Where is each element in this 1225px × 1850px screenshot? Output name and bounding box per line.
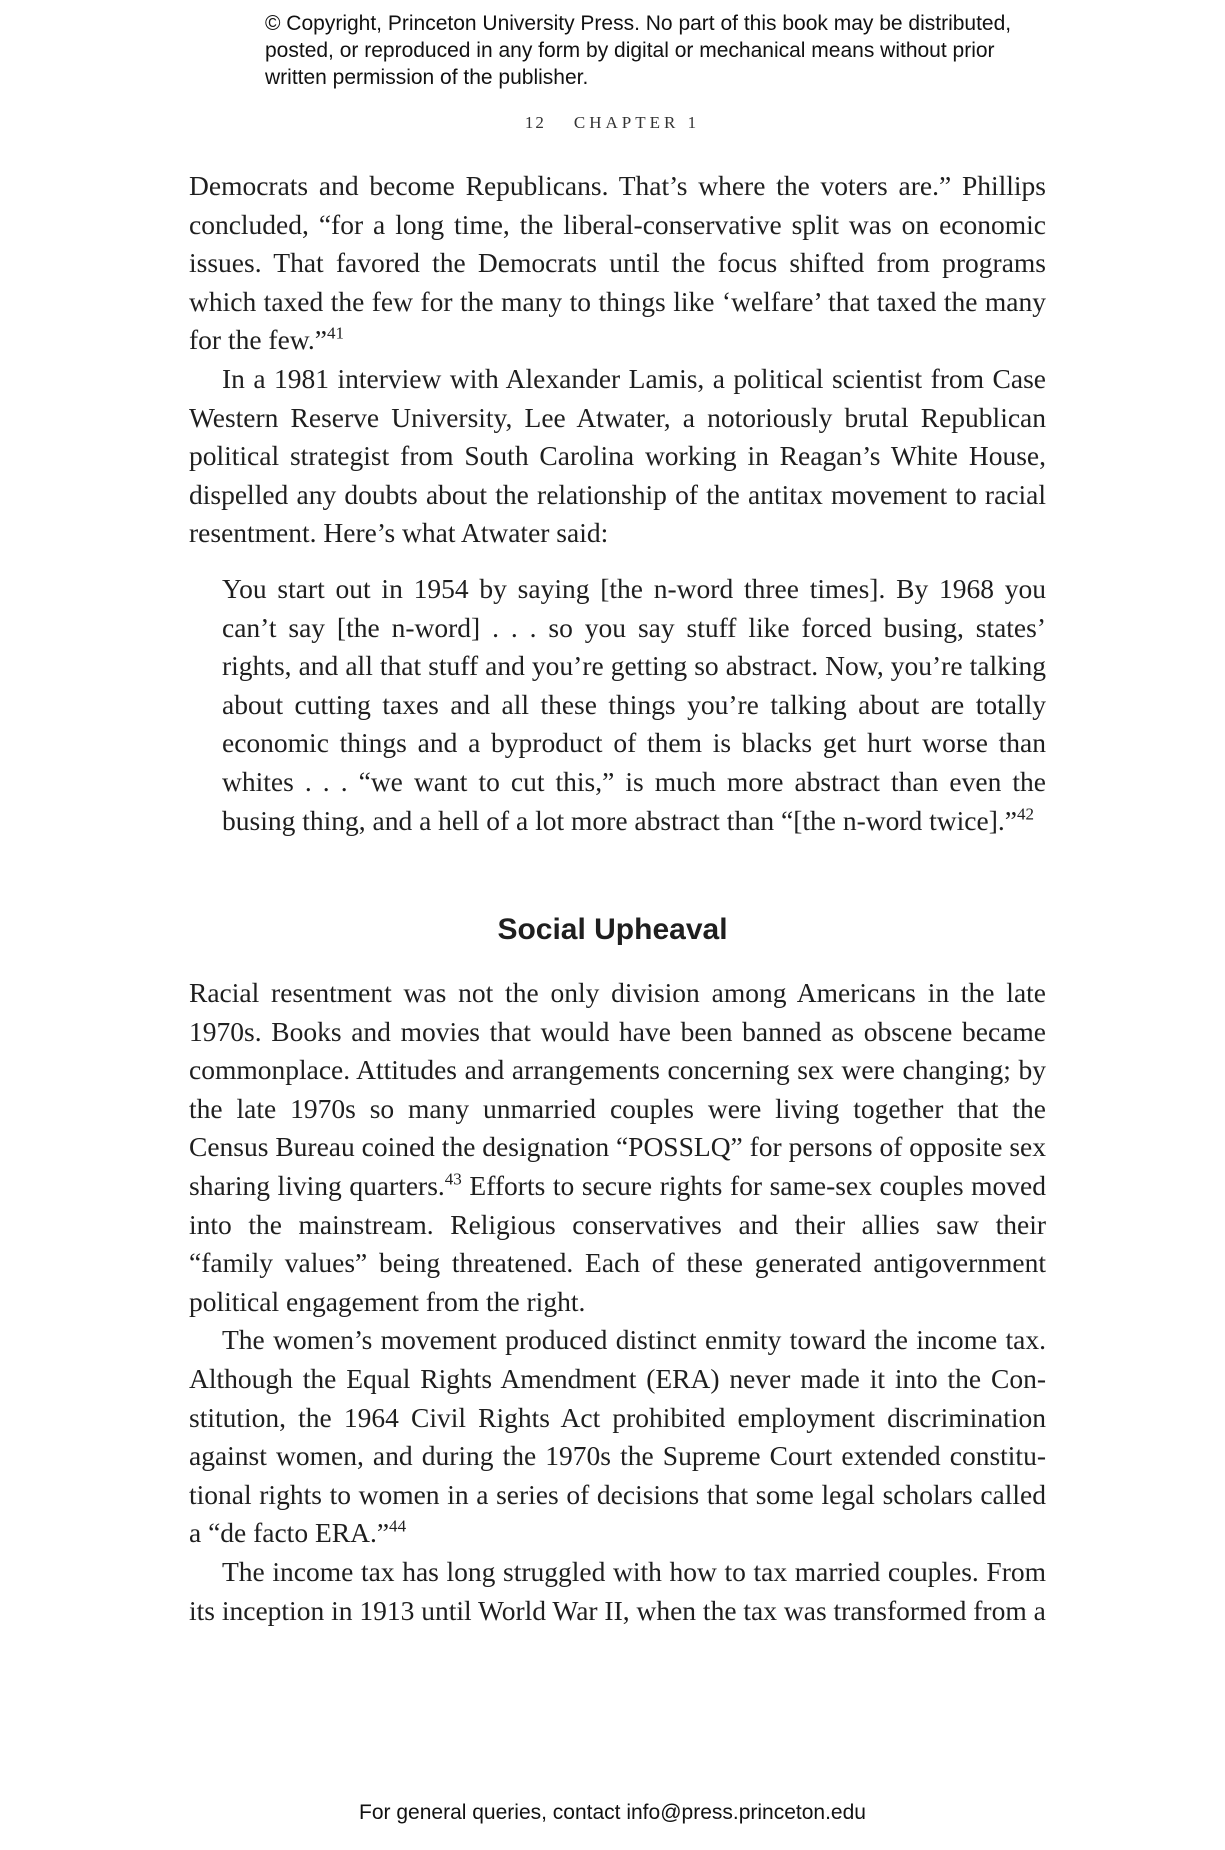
footnote-ref: 44 (389, 1516, 407, 1536)
body-text-bottom (189, 974, 1046, 1630)
paragraph: Democrats and become Republicans. That’s where the voters are.” Phillips concluded, “for a long time, the liberal-conservative split was on economic issues. That favored the Democrats until the focus shifted from programs which taxed the few for the many to things like ‘welfare’ that taxed the many for the few.”$^{41}$ (189, 170, 1046, 356)
footnote-ref: 41 (326, 323, 344, 343)
paragraph: The women’s movement produced distinct enmity toward the income tax. Although the Equal Rights Amendment (ERA) never made it into the Constitution, the 1964 Civil Rights Act prohibited employment discrimination against women, and during the 1970s the Supreme Court extended constitutional rights to women in a series of decisions that some legal scholars called a “de facto ERA.”$^{44}$ (189, 1324, 1046, 1549)
block-quote: You start out in 1954 by saying [the n-word three times]. By 1968 you can’t say [the n-word] . . . so you say stuff like forced busing, states’ rights, and all that stuff and you’re getting so abstract. Now, you’re talking about cutting taxes and all these things you’re talking about are totally economic things and a byproduct of them is blacks get hurt worse than whites . . . “we want to cut this,” is much more abstract than even the busing thing, and a hell of a lot more abstract than “[the n-word twice].”$^{42}$ (222, 573, 1046, 836)
copyright-notice: © Copyright, Princeton University Press. No part of this book may be distributed, posted, or reproduced in any form by digital or mechanical means without prior written permission of the publisher. (265, 12, 1012, 89)
footnote-ref: 42 (1016, 804, 1034, 823)
paragraph: In a 1981 interview with Alexander Lamis, a political scientist from Case Western Reserve University, Lee Atwater, a notoriously brutal Republican political strategist from South Carolina working in Reagan’s White House, dispelled any doubts about the relationship of the antitax movement to racial resentment. Here’s what Atwater said: (189, 362, 1046, 549)
paragraph: The income tax has long struggled with how to tax married couples. From its inception in 1913 until World War II, when the tax was transformed from a (189, 1555, 1046, 1626)
chapter-label: CHAPTER 1 (573, 113, 701, 132)
footnote-ref: 43 (444, 1169, 462, 1189)
footer-contact: For general queries, contact info@press.princeton.edu (359, 1801, 866, 1824)
page-number: 12 (524, 113, 546, 132)
section-heading: Social Upheaval (497, 913, 728, 946)
body-text-top (189, 167, 1046, 553)
running-head (0, 113, 1225, 133)
paragraph: Racial resentment was not the only division among Americans in the late 1970s. Books and movies that would have been banned as obscene became commonplace. Attitudes and arrangements concerning sex were changing; by the late 1970s so many unmarried couples were living together that the Census Bureau coined the designation “POSSLQ” for persons of opposite sex sharing living quarters.$^{43}$ Efforts to secure rights for same-sex couples moved into the mainstream. Religious conservatives and their allies saw their “family values” being threatened. Each of these generated antigovernment political engagement from the right. (189, 977, 1046, 1317)
